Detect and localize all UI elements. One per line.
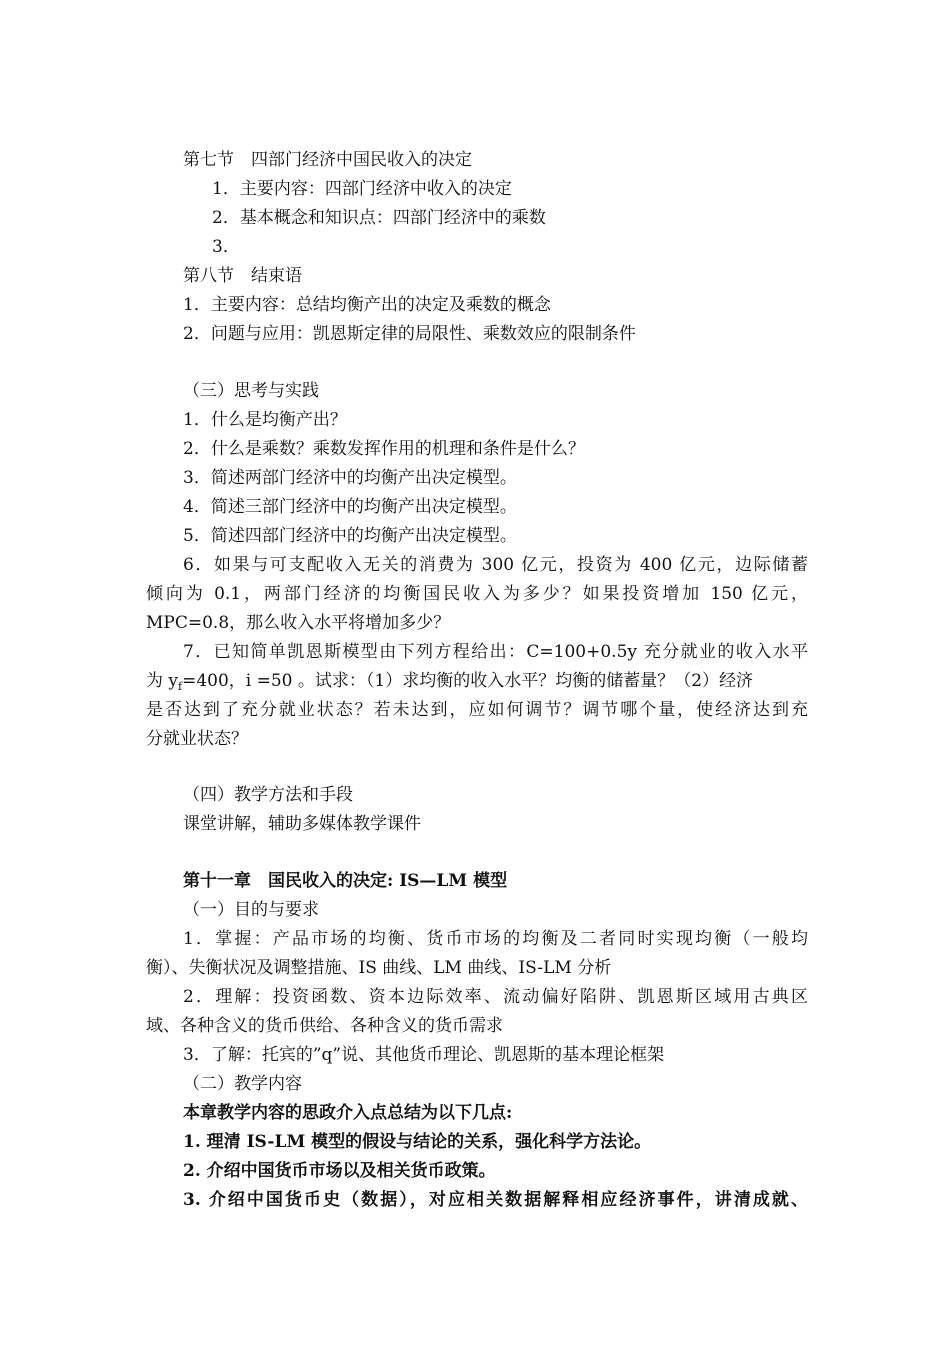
practice-question-7-line-1: 7．已知简单凯恩斯模型由下列方程给出：C=100+0.5y 充分就业的收入水平 [183, 642, 808, 662]
section8-title: 第八节 结束语 [183, 266, 302, 286]
chapter-11-goal-2-line-2: 域、各种含义的货币供给、各种含义的货币需求 [146, 1016, 503, 1036]
question-7-yf-prefix: 为 y [146, 671, 179, 691]
practice-question-6-line-3: MPC=0.8，那么收入水平将增加多少？ [146, 613, 451, 633]
chapter-11-goal-2-line-1: 2．理解：投资函数、资本边际效率、流动偏好陷阱、凯恩斯区域用古典区 [183, 987, 808, 1007]
ideology-point-3: 3. 介绍中国货币史（数据），对应相关数据解释相应经济事件，讲清成就、 [183, 1190, 808, 1210]
chapter-11-goal-1-line-2: 衡）、失衡状况及调整措施、IS 曲线、LM 曲线、IS-LM 分析 [146, 958, 612, 978]
chapter-11-goal-3: 3．了解：托宾的”q”说、其他货币理论、凯恩斯的基本理论框架 [183, 1045, 665, 1065]
chapter-11-goal-1-line-1: 1．掌握：产品市场的均衡、货币市场的均衡及二者同时实现均衡（一般均 [183, 929, 808, 949]
methods-heading: （四）教学方法和手段 [183, 785, 353, 805]
practice-question-6-line-2: 倾向为 0.1，两部门经济的均衡国民收入为多少？如果投资增加 150 亿元， [146, 584, 808, 604]
chapter-11-goals-heading: （一）目的与要求 [183, 900, 319, 920]
methods-text: 课堂讲解，辅助多媒体教学课件 [183, 814, 421, 834]
question-7-yf-subscript: f [178, 680, 183, 693]
practice-question-7-line-3: 是否达到了充分就业状态？若未达到，应如何调节？调节哪个量，使经济达到充 [146, 700, 808, 720]
practice-question-2: 2．什么是乘数？乘数发挥作用的机理和条件是什么？ [183, 439, 585, 459]
practice-question-5: 5．简述四部门经济中的均衡产出决定模型。 [183, 526, 517, 546]
practice-question-6-line-1: 6．如果与可支配收入无关的消费为 300 亿元，投资为 400 亿元，边际储蓄 [183, 555, 808, 575]
section7-item-1: 1．主要内容：四部门经济中收入的决定 [212, 179, 512, 199]
ideology-point-2: 2. 介绍中国货币市场以及相关货币政策。 [183, 1161, 496, 1181]
section7-item-3: 3． [212, 237, 240, 257]
ideology-intro: 本章教学内容的思政介入点总结为以下几点: [183, 1103, 513, 1123]
chapter-11-content-heading: （二）教学内容 [183, 1074, 302, 1094]
practice-question-7-line-4: 分就业状态？ [146, 729, 248, 749]
practice-heading: （三）思考与实践 [183, 381, 319, 401]
practice-question-7-line-2 [146, 670, 753, 698]
section8-item-2: 2．问题与应用：凯恩斯定律的局限性、乘数效应的限制条件 [183, 324, 636, 344]
section8-item-1: 1．主要内容：总结均衡产出的决定及乘数的概念 [183, 295, 551, 315]
practice-question-1: 1．什么是均衡产出？ [183, 410, 347, 430]
practice-question-4: 4．简述三部门经济中的均衡产出决定模型。 [183, 497, 517, 517]
section7-title: 第七节 四部门经济中国民收入的决定 [183, 150, 472, 170]
chapter-11-title: 第十一章 国民收入的决定: IS—LM 模型 [183, 871, 508, 891]
practice-question-3: 3．简述两部门经济中的均衡产出决定模型。 [183, 468, 517, 488]
question-7-line-2-rest: =400，i =50 。试求：（1）求均衡的收入水平？均衡的储蓄量？（2）经济 [182, 671, 754, 691]
section7-item-2: 2．基本概念和知识点：四部门经济中的乘数 [212, 208, 546, 228]
ideology-point-1: 1. 理清 IS-LM 模型的假设与结论的关系，强化科学方法论。 [183, 1132, 652, 1152]
